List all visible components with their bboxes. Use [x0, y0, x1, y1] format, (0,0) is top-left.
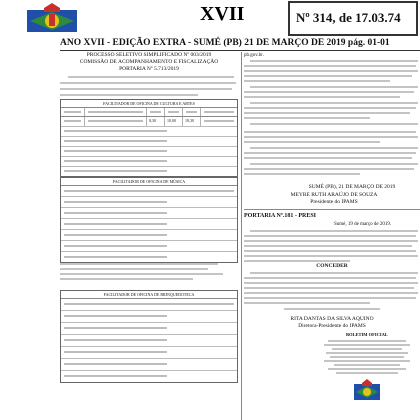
table-row: [61, 347, 237, 359]
process-title: PROCESSO SELETIVO SIMPLIFICADO Nº 003/2019: [86, 52, 212, 58]
table-row: [61, 230, 237, 241]
portaria-title: PORTARIA Nº.181 - PRESI: [244, 213, 316, 219]
table-row: [61, 371, 237, 382]
table-1-cell-a: 8,30: [147, 117, 165, 126]
footnotes: [60, 262, 238, 292]
intro-paragraph: [60, 75, 238, 97]
footer-label: BOLETIM OFICIAL: [346, 332, 388, 337]
table-2: [60, 177, 238, 263]
signature-place-date: SUMÉ (PB), 21 DE MARÇO DE 2019: [308, 184, 396, 190]
left-column: [60, 52, 238, 420]
masthead: [0, 0, 420, 38]
table-row: [61, 186, 237, 197]
table-row: [61, 127, 237, 137]
table-row: [61, 117, 237, 127]
right-top-start: pb.gov.br.: [244, 53, 264, 58]
table-row: [61, 219, 237, 230]
signature-role: Presidente do IPAMS: [310, 199, 358, 205]
table-1-cell-b: 10,00: [165, 117, 183, 126]
masthead-number-line: Nº 314, de 17.03.74: [296, 10, 401, 25]
table-row: [61, 147, 237, 157]
right-top-paragraphs: [244, 59, 420, 127]
right-column: [244, 52, 420, 420]
table-2-title: FACILITADOR DE OFICINA DE MÚSICA: [61, 178, 237, 186]
municipal-crest-icon: [24, 2, 80, 36]
table-row: [61, 311, 237, 323]
table-1-cell-c: 18,30: [183, 117, 201, 126]
table-row: [61, 197, 237, 208]
director-role: Diretora-Presidente do IPAMS: [298, 323, 366, 329]
signature-name: MEYRE RUTH ARAÚJO DE SOUZA: [290, 192, 378, 198]
footer-colophon: [314, 332, 420, 412]
banner-rule: [60, 50, 420, 51]
table-row: [61, 323, 237, 335]
portaria-concede: CONCEDER: [316, 263, 348, 269]
portaria-title: PORTARIA Nº 5.713/2019: [119, 66, 179, 72]
table-3-title: FACILITADOR DE OFICINA DE BRINQUEDOTECA: [61, 291, 237, 299]
table-row: [61, 252, 237, 262]
column-divider: [241, 52, 242, 420]
table-row: [61, 208, 237, 219]
footer-crest-icon: [353, 378, 381, 402]
table-row: [61, 241, 237, 252]
table-row: [61, 167, 237, 176]
portaria-rule: [244, 209, 420, 210]
commission-title: COMISSÃO DE ACOMPANHAMENTO E FISCALIZAÇÃO: [79, 59, 219, 65]
director-name: RITA DANTAS DA SILVA AQUINO: [290, 316, 374, 322]
portaria-date-line: Sumé, 19 de março de 2019.: [334, 222, 392, 227]
masthead-box: [288, 1, 418, 36]
portaria-concede-body: [244, 271, 420, 319]
issue-banner: ANO XVII - EDIÇÃO EXTRA - SUMÉ (PB) 21 DE MARÇO DE 2019 pág. 01-01: [60, 38, 390, 48]
table-1-title: FACILITADOR DE OFICINA DE CULTURA E ARTES: [61, 100, 237, 108]
table-1: [60, 99, 238, 177]
table-row: [61, 299, 237, 311]
table-1-header: [61, 108, 237, 117]
table-row: [61, 137, 237, 147]
table-row: [61, 335, 237, 347]
table-row: [61, 359, 237, 371]
table-3: [60, 290, 238, 383]
right-mid-paragraphs: [244, 130, 420, 184]
table-row: [61, 157, 237, 167]
masthead-title: XVII: [200, 3, 245, 25]
